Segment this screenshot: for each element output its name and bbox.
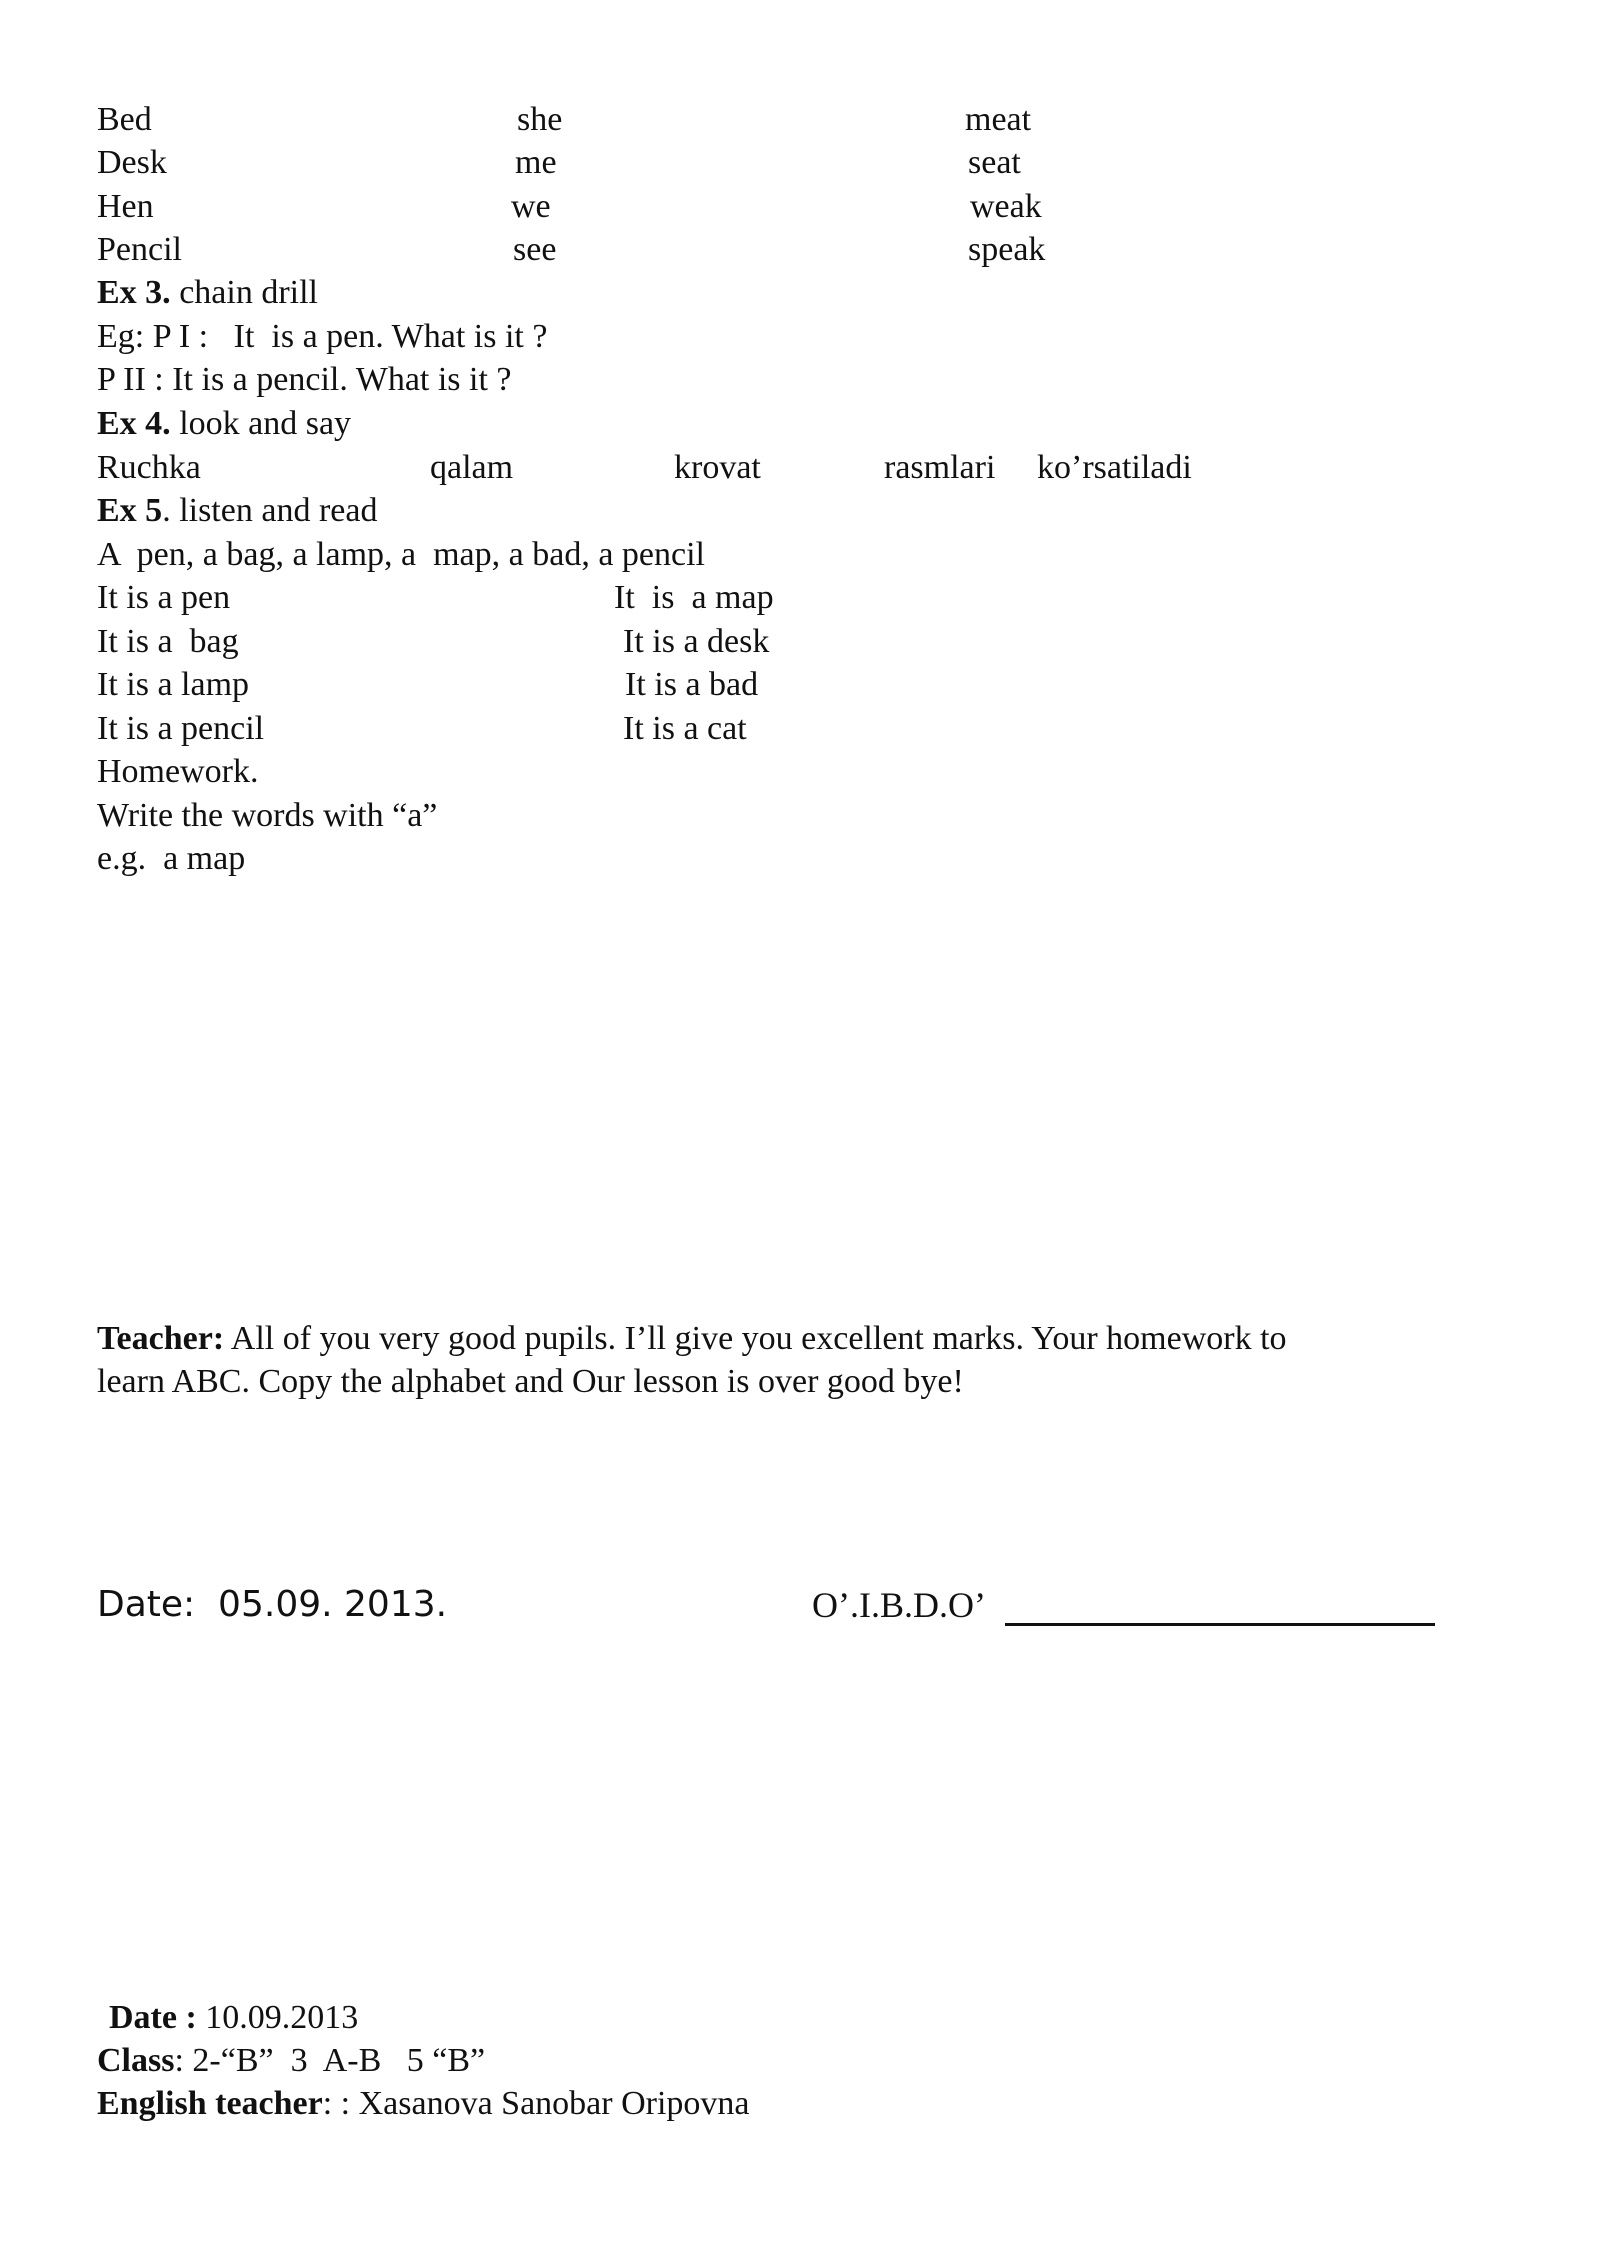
- teacher-line1: [97, 1322, 1287, 1356]
- signature-line: [1005, 1623, 1435, 1626]
- ex4-label: Ex 4.: [97, 405, 171, 442]
- homework-line1: Write the words with “a”: [97, 797, 438, 834]
- teacher-text1: All of you very good pupils. I’ll give you excellent marks. Your homework to: [224, 1320, 1287, 1357]
- ex4-word-qalam: qalam: [430, 449, 514, 486]
- teacher-label: Teacher:: [97, 1320, 225, 1357]
- next-class-label: Class: [97, 2042, 175, 2079]
- homework-title: Homework.: [97, 753, 259, 790]
- word-weak: weak: [970, 188, 1042, 225]
- ex5-label: Ex 5: [97, 492, 163, 529]
- ex3-line1: Eg: P I : It is a pen. What is it ?: [97, 318, 548, 355]
- word-desk: Desk: [97, 144, 167, 181]
- ex4-word-rasmlari: rasmlari: [884, 449, 996, 486]
- ex4-word-korsatiladi: ko’rsatiladi: [1037, 449, 1192, 486]
- word-speak: speak: [968, 231, 1046, 268]
- next-class-value: : 2-“B” 3 A-B 5 “B”: [174, 2042, 486, 2079]
- ex4-title: look and say: [170, 405, 352, 442]
- next-date-value: 10.09.2013: [196, 1999, 359, 2036]
- word-seat: seat: [968, 144, 1021, 181]
- ex5-right-2: It is a desk: [623, 623, 770, 660]
- ex5-right-1: It is a map: [614, 579, 774, 616]
- ex5-word-list: A pen, a bag, a lamp, a map, a bad, a pencil: [97, 536, 705, 573]
- next-date: [109, 2001, 358, 2035]
- ex3-title: chain drill: [170, 274, 318, 311]
- ex5-left-3: It is a lamp: [97, 666, 250, 703]
- next-teacher-label: English teacher: [97, 2085, 323, 2122]
- ex5-title: . listen and read: [162, 492, 378, 529]
- word-pencil: Pencil: [97, 231, 182, 268]
- ex5-right-4: It is a cat: [623, 710, 747, 747]
- homework-line2: e.g. a map: [97, 840, 246, 877]
- ex3-label: Ex 3.: [97, 274, 171, 311]
- signoff-oibdo: O’.I.B.D.O’: [812, 1585, 986, 1625]
- ex4-word-ruchka: Ruchka: [97, 449, 201, 486]
- word-she: she: [517, 101, 563, 138]
- next-class: [97, 2044, 485, 2078]
- ex4-heading: [97, 407, 351, 441]
- ex3-heading: [97, 276, 318, 310]
- ex4-word-krovat: krovat: [674, 449, 761, 486]
- next-date-label: Date :: [109, 1999, 197, 2036]
- next-teacher-value: : : Xasanova Sanobar Oripovna: [322, 2085, 750, 2122]
- word-bed: Bed: [97, 101, 152, 138]
- ex5-heading: [97, 494, 377, 528]
- signoff-date: Date: 05.09. 2013.: [97, 1584, 448, 1625]
- ex3-line2: P II : It is a pencil. What is it ?: [97, 361, 512, 398]
- next-teacher: [97, 2087, 750, 2121]
- word-hen: Hen: [97, 188, 154, 225]
- ex5-left-2: It is a bag: [97, 623, 239, 660]
- ex5-right-3: It is a bad: [625, 666, 759, 703]
- word-meat: meat: [965, 101, 1032, 138]
- word-me: me: [515, 144, 557, 181]
- word-we: we: [511, 188, 551, 225]
- word-see: see: [513, 231, 557, 268]
- teacher-line2: learn ABC. Copy the alphabet and Our lesson is over good bye!: [97, 1363, 964, 1400]
- ex5-left-4: It is a pencil: [97, 710, 265, 747]
- ex5-left-1: It is a pen: [97, 579, 231, 616]
